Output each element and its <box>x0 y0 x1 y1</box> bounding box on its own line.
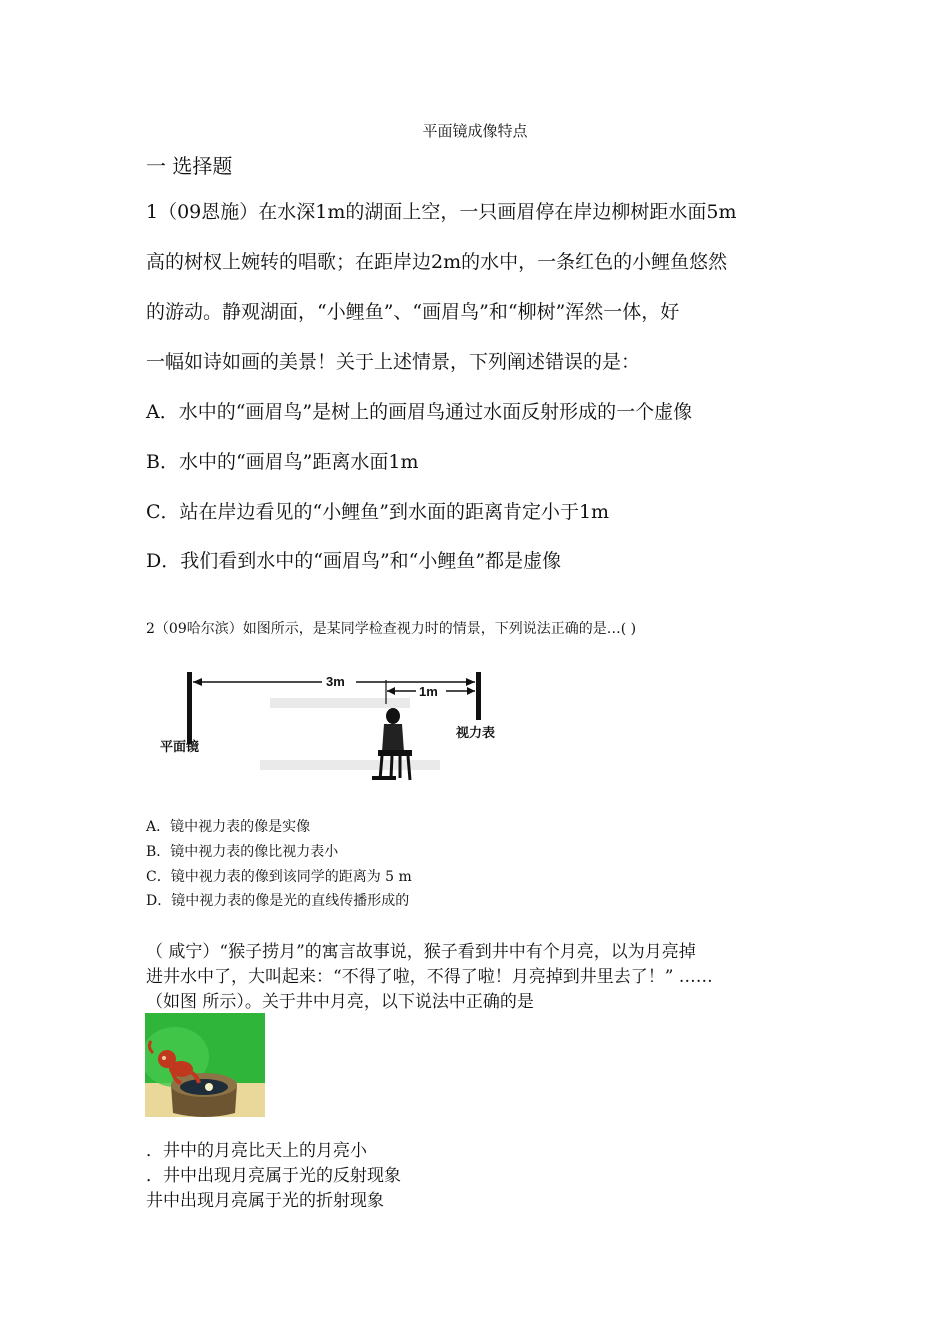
q1-stem-line-2: 高的树杈上婉转的唱歌；在距岸边2m的水中，一条红色的小鲤鱼悠然 <box>146 251 728 273</box>
q3-option-b: ．井中出现月亮属于光的反射现象 <box>146 1166 401 1186</box>
dimension-label-3m: 3m <box>326 674 345 689</box>
section-heading: 一 选择题 <box>146 154 233 178</box>
q3-stem-line-2: 进井水中了，大叫起来：“不得了啦，不得了啦！月亮掉到井里去了！” …… <box>146 967 713 987</box>
q2-option-d: D．镜中视力表的像是光的直线传播形成的 <box>146 893 410 909</box>
mirror-post <box>187 672 192 744</box>
background-smudge <box>260 698 440 770</box>
q2-option-b: B．镜中视力表的像比视力表小 <box>146 844 339 860</box>
moon-icon <box>205 1083 213 1091</box>
q1-option-c: C．站在岸边看见的“小鲤鱼”到水面的距离肯定小于1m <box>146 501 610 523</box>
q3-stem-line-3: （如图 所示）。关于井中月亮，以下说法中正确的是 <box>146 992 534 1012</box>
eye-chart-label: 视力表 <box>456 725 496 740</box>
q3-stem-line-1: （ 咸宁）“猴子捞月”的寓言故事说，猴子看到井中有个月亮，以为月亮掉 <box>146 942 696 962</box>
arrow-left-icon <box>387 687 395 695</box>
q1-stem-line-1: 1（09恩施）在水深1m的湖面上空，一只画眉停在岸边柳树距水面5m <box>146 201 737 223</box>
q2-option-c: C．镜中视力表的像到该同学的距离为 5 m <box>146 869 412 885</box>
q1-option-a: A．水中的“画眉鸟”是树上的画眉鸟通过水面反射形成的一个虚像 <box>146 401 693 423</box>
q3-option-c: 井中出现月亮属于光的折射现象 <box>146 1191 384 1211</box>
q1-stem-line-3: 的游动。静观湖面，“小鲤鱼”、“画眉鸟”和“柳树”浑然一体，好 <box>146 301 680 323</box>
eye-test-figure <box>160 660 520 788</box>
arrow-right-icon <box>467 687 475 695</box>
q1-stem-line-4: 一幅如诗如画的美景！关于上述情景，下列阐述错误的是： <box>146 351 641 373</box>
mirror-label: 平面镜 <box>160 739 200 754</box>
monkey-well-illustration <box>145 1013 265 1117</box>
eye-chart-post <box>476 672 481 720</box>
arrow-left-icon <box>193 678 202 686</box>
arrow-right-icon <box>466 678 475 686</box>
page-title: 平面镜成像特点 <box>422 122 528 140</box>
q2-stem: 2（09哈尔滨）如图所示，是某同学检查视力时的情景，下列说法正确的是…( ) <box>146 621 637 637</box>
q3-option-a: ．井中的月亮比天上的月亮小 <box>146 1141 367 1161</box>
q1-option-d: D．我们看到水中的“画眉鸟”和“小鲤鱼”都是虚像 <box>146 550 562 572</box>
dimension-label-1m: 1m <box>419 684 438 699</box>
q2-option-a: A．镜中视力表的像是实像 <box>146 819 311 835</box>
q1-option-b: B．水中的“画眉鸟”距离水面1m <box>146 451 419 473</box>
